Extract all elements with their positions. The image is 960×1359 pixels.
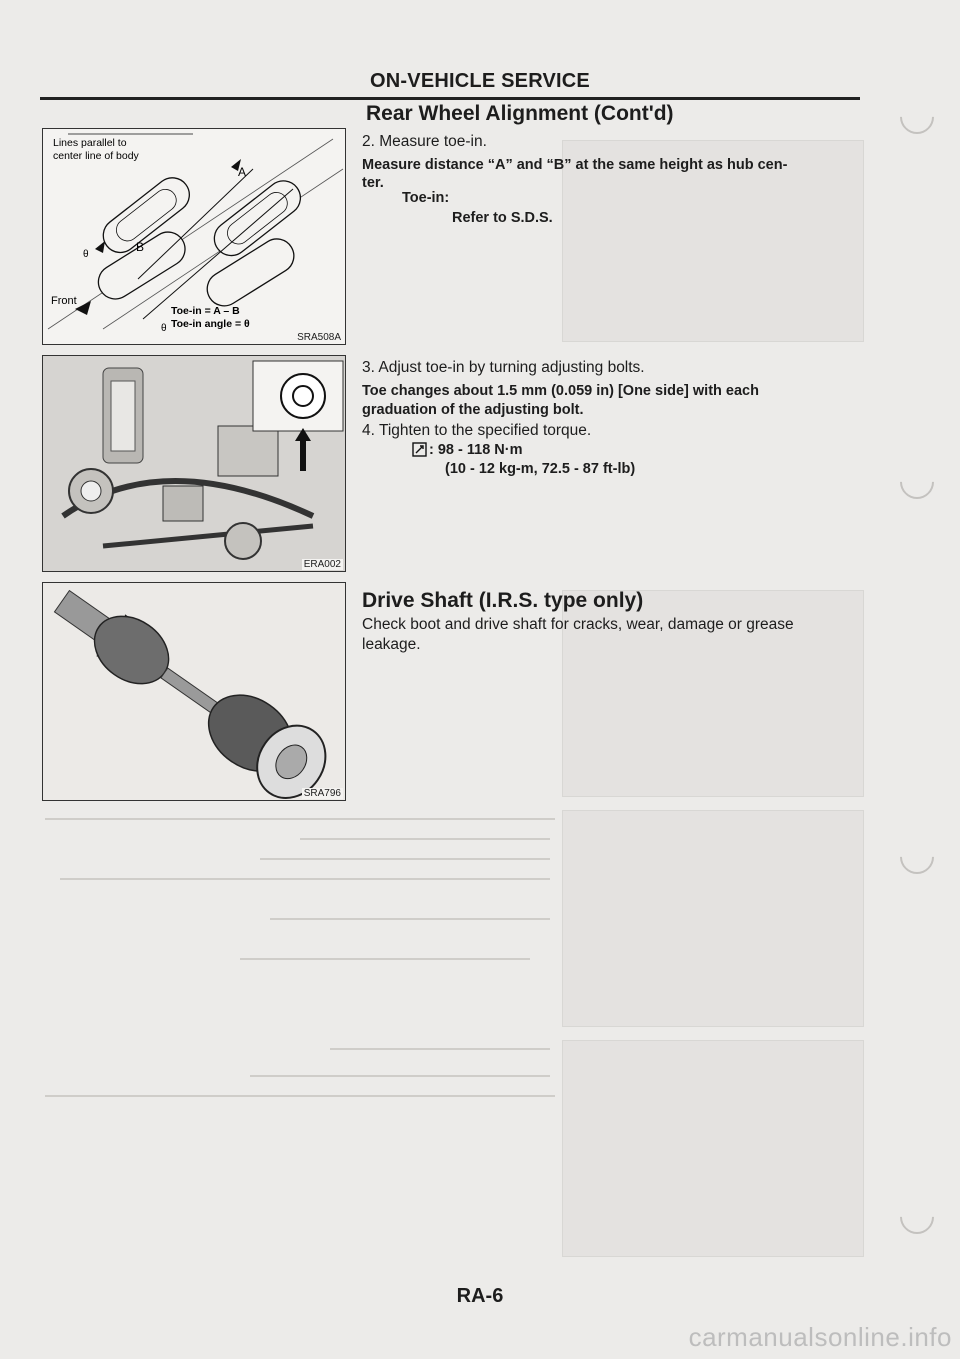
showthrough-text bbox=[260, 858, 550, 860]
fig1-label-a: A bbox=[238, 165, 247, 179]
drive-shaft-text-line-1: Check boot and drive shaft for cracks, wear, damage or grease bbox=[362, 616, 794, 633]
drive-shaft-illustration-icon bbox=[43, 583, 345, 800]
fig1-label-center: center line of body bbox=[53, 150, 139, 162]
showthrough-figure-3 bbox=[562, 810, 864, 1027]
showthrough-text bbox=[270, 918, 550, 920]
showthrough-text bbox=[60, 878, 550, 880]
fig1-label-toein: Toe-in = A – B bbox=[171, 305, 240, 317]
note-line-1: Toe changes about 1.5 mm (0.059 in) [One side] with each bbox=[362, 383, 759, 399]
section-title-rear-wheel-alignment: Rear Wheel Alignment (Cont'd) bbox=[366, 102, 674, 125]
figure-rear-suspension bbox=[42, 355, 346, 572]
binder-hole-icon bbox=[893, 93, 941, 141]
spec-label-toe-in: Toe-in: bbox=[402, 190, 450, 206]
fig1-label-theta: θ bbox=[161, 323, 167, 334]
drive-shaft-text-line-2: leakage. bbox=[362, 636, 421, 653]
fig1-label-theta: θ bbox=[83, 249, 89, 260]
showthrough-text bbox=[330, 1048, 550, 1050]
page-header-title: ON-VEHICLE SERVICE bbox=[370, 70, 590, 92]
showthrough-text bbox=[45, 818, 555, 820]
step-4-text: 4. Tighten to the specified torque. bbox=[362, 422, 592, 439]
watermark: carmanualsonline.info bbox=[688, 1322, 952, 1352]
instruction-line-1: Measure distance “A” and “B” at the same height as hub cen- bbox=[362, 157, 788, 173]
showthrough-text bbox=[300, 838, 550, 840]
fig1-label-b: B bbox=[136, 240, 145, 254]
figure-code: ERA002 bbox=[303, 559, 341, 570]
showthrough-figure-4 bbox=[562, 1040, 864, 1257]
figure-toe-in-diagram bbox=[42, 128, 346, 345]
step-2-text: 2. Measure toe-in. bbox=[362, 133, 487, 150]
page-number: RA-6 bbox=[456, 1285, 504, 1307]
header-rule bbox=[40, 97, 860, 100]
fig1-label-front: Front bbox=[51, 295, 77, 307]
figure-code: SRA508A bbox=[297, 332, 341, 343]
binder-hole-icon bbox=[893, 458, 941, 506]
spec-value-refer-sds: Refer to S.D.S. bbox=[452, 210, 553, 226]
binder-hole-icon bbox=[893, 1193, 941, 1241]
showthrough-text bbox=[45, 1095, 555, 1097]
binder-hole-icon bbox=[893, 833, 941, 881]
note-line-2: graduation of the adjusting bolt. bbox=[362, 402, 584, 418]
torque-value-line-1: : 98 - 118 N·m bbox=[429, 442, 523, 458]
fig1-label-lines: Lines parallel to bbox=[53, 137, 127, 149]
fig1-label-angle: Toe-in angle = θ bbox=[171, 318, 250, 330]
torque-value-line-2: (10 - 12 kg-m, 72.5 - 87 ft-lb) bbox=[445, 461, 636, 477]
showthrough-text bbox=[240, 958, 530, 960]
toe-in-diagram-icon bbox=[43, 129, 345, 344]
figure-drive-shaft bbox=[42, 582, 346, 801]
figure-code: SRA796 bbox=[303, 788, 341, 799]
section-title-drive-shaft: Drive Shaft (I.R.S. type only) bbox=[362, 589, 644, 612]
showthrough-text bbox=[250, 1075, 550, 1077]
step-3-text: 3. Adjust toe-in by turning adjusting bolts. bbox=[362, 359, 645, 376]
rear-suspension-illustration-icon bbox=[43, 356, 345, 571]
torque-wrench-icon bbox=[412, 442, 427, 457]
instruction-line-2: ter. bbox=[362, 175, 384, 191]
